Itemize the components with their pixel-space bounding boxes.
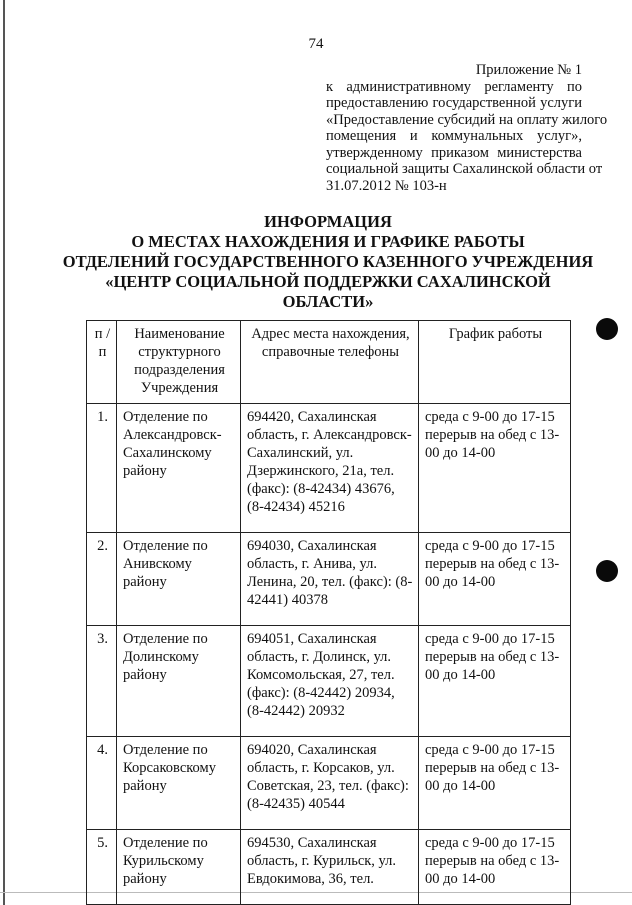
row-schedule: среда с 9-00 до 17-15 перерыв на обед с 13-00 до 14-00 xyxy=(419,533,571,626)
row-number: 1. xyxy=(87,404,117,533)
row-name: Отделение по Курильскому району xyxy=(117,830,241,905)
appendix-line: социальной защиты Сахалинской области от xyxy=(326,161,603,177)
appendix-line: «Предоставление субсидий на оплату жилого xyxy=(326,111,608,128)
document-heading xyxy=(60,212,596,312)
row-name: Отделение по Александровск-Сахалинскому району xyxy=(117,404,241,533)
table-row xyxy=(87,737,571,830)
row-address: 694020, Сахалинская область, г. Корсаков, ул. Советская, 23, тел. (факс): (8-42435) 40544 xyxy=(241,737,419,830)
appendix-line: утвержденному приказом министерства xyxy=(326,144,582,161)
table-row xyxy=(87,404,571,533)
scan-left-edge xyxy=(3,0,5,905)
heading-line: ОТДЕЛЕНИЙ ГОСУДАРСТВЕННОГО КАЗЕННОГО УЧРЕЖДЕНИЯ xyxy=(62,252,594,271)
row-schedule: среда с 9-00 до 17-15 перерыв на обед с 13-00 до 14-00 xyxy=(419,626,571,737)
table-row xyxy=(87,533,571,626)
table-row xyxy=(87,626,571,737)
offices-table xyxy=(86,320,571,905)
appendix-line: к административному регламенту по xyxy=(326,78,582,95)
row-number: 4. xyxy=(87,737,117,830)
page-number: 74 xyxy=(308,36,324,52)
appendix-line: помещения и коммунальных услуг», xyxy=(326,128,582,144)
heading-line: «ЦЕНТР СОЦИАЛЬНОЙ ПОДДЕРЖКИ САХАЛИНСКОЙ xyxy=(105,272,551,291)
punch-hole-mark xyxy=(596,318,618,340)
punch-hole-mark xyxy=(596,560,618,582)
header-schedule: График работы xyxy=(419,321,571,404)
row-name: Отделение по Долинскому району xyxy=(117,626,241,737)
row-schedule: среда с 9-00 до 17-15 перерыв на обед с 13-00 до 14-00 xyxy=(419,404,571,533)
header-number: п /п xyxy=(87,321,117,404)
row-number: 2. xyxy=(87,533,117,626)
appendix-line: предоставлению государственной услуги xyxy=(326,95,582,111)
heading-line: ИНФОРМАЦИЯ xyxy=(264,212,392,231)
row-schedule: среда с 9-00 до 17-15 перерыв на обед с 13-00 до 14-00 xyxy=(419,737,571,830)
table-header-row xyxy=(87,321,571,404)
row-address: 694530, Сахалинская область, г. Курильск, ул. Евдокимова, 36, тел. xyxy=(241,830,419,905)
row-name: Отделение по Корсаковскому району xyxy=(117,737,241,830)
row-number: 3. xyxy=(87,626,117,737)
appendix-block xyxy=(326,62,608,194)
row-name: Отделение по Анивскому району xyxy=(117,533,241,626)
header-address: Адрес места нахождения, справочные телефоны xyxy=(241,321,419,404)
row-address: 694030, Сахалинская область, г. Анива, ул. Ленина, 20, тел. (факс): (8-42441) 40378 xyxy=(241,533,419,626)
row-schedule: среда с 9-00 до 17-15 перерыв на обед с 13-00 до 14-00 xyxy=(419,830,571,905)
heading-line: ОБЛАСТИ» xyxy=(282,292,374,311)
appendix-line: 31.07.2012 № 103-н xyxy=(326,177,447,194)
row-address: 694051, Сахалинская область, г. Долинск, ул. Комсомольская, 27, тел. (факс): (8-42442) 20934, (8-42442) 20932 xyxy=(241,626,419,737)
table-row xyxy=(87,830,571,905)
row-number: 5. xyxy=(87,830,117,905)
header-name: Наименование структурного подразделения Учреждения xyxy=(117,321,241,404)
appendix-title: Приложение № 1 xyxy=(475,62,582,78)
row-address: 694420, Сахалинская область, г. Александровск-Сахалинский, ул. Дзержинского, 21а, тел. (факс): (8-42434) 43676, (8-42434) 45216 xyxy=(241,404,419,533)
heading-line: О МЕСТАХ НАХОЖДЕНИЯ И ГРАФИКЕ РАБОТЫ xyxy=(131,232,525,251)
